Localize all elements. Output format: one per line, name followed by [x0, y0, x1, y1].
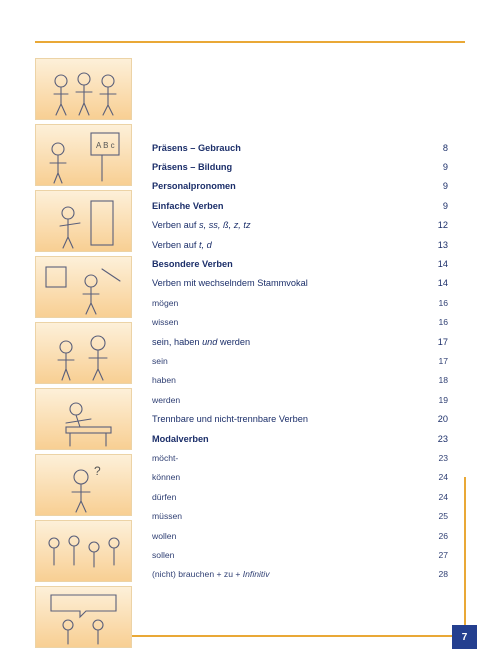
person-at-window-icon	[35, 256, 132, 318]
side-rule	[464, 477, 466, 637]
crowd-icon	[35, 520, 132, 582]
person-at-desk-icon	[35, 388, 132, 450]
svg-text:A B c: A B c	[96, 141, 115, 150]
toc-entry[interactable]	[152, 409, 448, 428]
toc-entry-label: sollen	[152, 549, 175, 560]
toc-entry[interactable]	[152, 351, 448, 370]
toc-entry-page: 24	[438, 491, 448, 502]
toc-entry-label: wissen	[152, 317, 179, 328]
group-talking-icon	[35, 322, 132, 384]
toc-entry-label: wollen	[152, 530, 177, 541]
toc-entry-label: Modalverben	[152, 433, 209, 444]
toc-entry-label: Einfache Verben	[152, 200, 224, 211]
toc-entry-page: 16	[438, 317, 448, 328]
toc-entry-page: 14	[437, 259, 448, 270]
question-mark-icon	[35, 454, 132, 516]
toc-entry-label: Verben mit wechselndem Stammvokal	[152, 278, 308, 289]
toc-entry-label: Personalpronomen	[152, 181, 236, 192]
toc-entry-label: Verben auf s, ss, ß, z, tz	[152, 220, 251, 231]
toc-entry-page: 17	[438, 355, 448, 366]
toc-entry[interactable]	[152, 293, 448, 312]
toc-entry-page: 19	[438, 394, 448, 405]
person-at-door-icon	[35, 190, 132, 252]
svg-text:?: ?	[94, 464, 101, 478]
toc-entry[interactable]	[152, 506, 448, 525]
toc-entry-page: 20	[437, 414, 448, 425]
toc-entry-page: 16	[438, 297, 448, 308]
toc-entry-page: 9	[442, 181, 448, 192]
speech-bubble-icon	[35, 586, 132, 648]
toc-entry[interactable]	[152, 332, 448, 351]
toc-entry-label: Präsens – Bildung	[152, 162, 233, 173]
toc-entry-page: 13	[437, 239, 448, 250]
toc-entry-page: 14	[437, 278, 448, 289]
toc-entry-label: Trennbare und nicht-trennbare Verben	[152, 414, 308, 425]
toc-entry-label: sein	[152, 355, 168, 366]
toc-entry-label: Verben auf t, d	[152, 239, 212, 250]
toc-entry[interactable]	[152, 526, 448, 545]
toc-entry[interactable]	[152, 468, 448, 487]
toc-entry[interactable]	[152, 565, 448, 584]
table-of-contents	[152, 138, 448, 584]
toc-entry-page: 9	[442, 200, 448, 211]
toc-entry-page: 27	[438, 549, 448, 560]
page-number: 7	[452, 625, 477, 649]
toc-entry[interactable]	[152, 429, 448, 448]
toc-entry-page: 26	[438, 530, 448, 541]
toc-entry[interactable]	[152, 313, 448, 332]
toc-entry-label: möcht-	[152, 452, 179, 463]
toc-entry-page: 23	[437, 433, 448, 444]
toc-entry[interactable]	[152, 254, 448, 273]
classroom-abc-icon	[35, 124, 132, 186]
toc-entry[interactable]	[152, 487, 448, 506]
toc-entry[interactable]	[152, 390, 448, 409]
toc-entry-page: 24	[438, 472, 448, 483]
toc-entry-label: müssen	[152, 511, 183, 522]
toc-entry-label: sein, haben und werden	[152, 336, 251, 347]
toc-entry-label: dürfen	[152, 491, 177, 502]
toc-entry[interactable]	[152, 448, 448, 467]
toc-entry[interactable]	[152, 177, 448, 196]
toc-entry-page: 9	[442, 162, 448, 173]
toc-entry-page: 12	[437, 220, 448, 231]
toc-entry-label: Besondere Verben	[152, 259, 233, 270]
cartoon-group-icon	[35, 58, 132, 120]
toc-entry-page: 17	[437, 336, 448, 347]
toc-entry-page: 18	[438, 375, 448, 386]
toc-entry[interactable]	[152, 235, 448, 254]
toc-entry[interactable]	[152, 138, 448, 157]
toc-entry-label: (nicht) brauchen + zu + Infinitiv	[152, 569, 270, 580]
toc-entry[interactable]	[152, 157, 448, 176]
toc-entry-page: 8	[442, 142, 448, 153]
toc-entry-label: mögen	[152, 297, 179, 308]
toc-entry[interactable]	[152, 274, 448, 293]
illustration-column	[35, 58, 132, 652]
toc-entry[interactable]	[152, 371, 448, 390]
toc-entry-page: 25	[438, 511, 448, 522]
toc-entry[interactable]	[152, 216, 448, 235]
toc-entry-label: werden	[152, 394, 181, 405]
top-rule	[35, 41, 465, 43]
toc-entry-page: 28	[438, 569, 448, 580]
toc-entry-label: Präsens – Gebrauch	[152, 142, 241, 153]
toc-entry-label: können	[152, 472, 181, 483]
toc-entry[interactable]	[152, 196, 448, 215]
toc-entry-page: 23	[438, 452, 448, 463]
toc-entry[interactable]	[152, 545, 448, 564]
toc-entry-label: haben	[152, 375, 176, 386]
